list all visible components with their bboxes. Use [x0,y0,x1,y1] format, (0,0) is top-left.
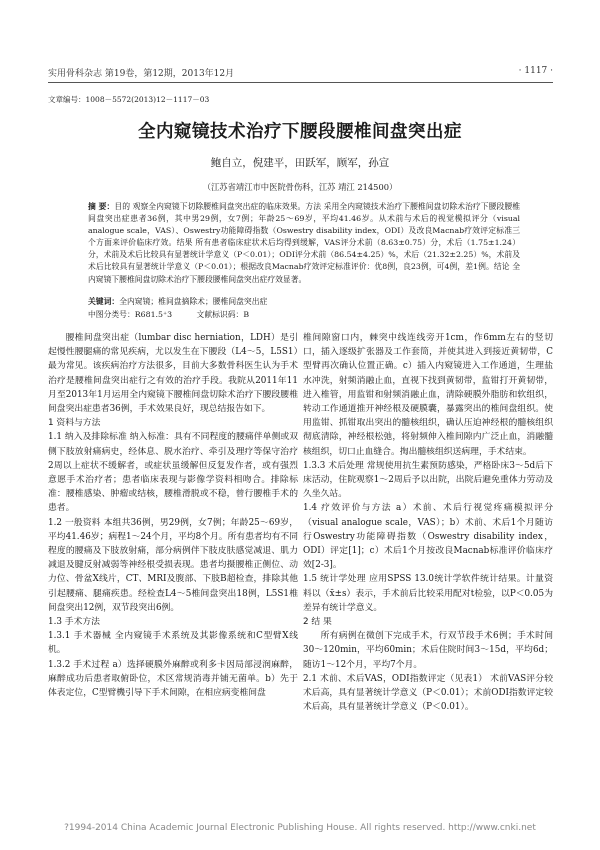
affiliation: （江苏省靖江市中医院骨伤科，江苏 靖江 214500） [202,182,398,192]
body-paragraph: 1.1 纳入及排除标准 纳入标准：具有不同程度的腰痛伴单侧或双侧下肢放射痛病史，经体息、脱水治疗、牵引及理疗等保守治疗2周以上症状不缓解者，或症状虽缓解但反复发作者，或有强烈意愿手术治疗者；患者临床表现与影像学资料相吻合。排除标准：腰椎感染、肿瘤或结核，腰椎滑脱或不稳，曾行腰椎手术的患者。 [48,432,298,514]
document-code: 文献标识码：B [196,310,250,319]
copyright-footer: ?1994-2014 China Academic Journal Electronic Publishing House. All rights reserved. http://www.cnki.net [64,823,536,833]
keywords [88,296,520,308]
keywords-text: 全内窥镜；椎间盘摘除术；腰椎间盘突出症 [119,297,268,306]
article-title: 全内窥镜技术治疗下腰段腰椎间盘突出症 [138,122,462,142]
left-column [48,331,298,700]
body-paragraph: 1.3.2 手术过程 a）选择硬膜外麻醉或利多卡因局部浸润麻醉，麻醉成功后患者取俯卧位，术区常规消毒并铺无菌单。b）先于体表定位，C型臂機引导下手术间隙，在相应病变椎间盘 [48,659,298,699]
abstract [88,201,520,286]
abstract-label: 摘 要： [88,202,115,211]
section-heading: 2 结 果 [303,617,332,628]
clc-number: 中图分类号：R681.5⁺3 [88,310,173,319]
page-number: · 1117 · [518,66,553,76]
article-number: 文章编号：1008－5572(2013)12－1117－03 [48,95,210,104]
body-paragraph: 2.1 术前、术后VAS，ODI指数评定（见表1） 术前VAS评分较术后高，具有显著统计学意义（P＜0.01）；术前ODI指数评定较术后高，具有显著统计学意义（P＜0.01）。 [303,673,553,713]
classification-line [88,309,520,320]
authors: 鲍自立，倪建平，田跃军，顾军，孙宣 [210,157,390,169]
body-paragraph: 1.3.1 手术器械 全内窥镜手术系统及其影像系统和C型臂X线机。 [48,631,298,656]
body-paragraph: 椎间隙窗口内，棘突中线连线旁开1cm，作6mm左右的竖切口，插入逐级扩张器及工作套筒，并使其进入到接近黄韧带，C型臂再次确认位置正确。c）插入内窥镜进入工作通道，生理盐水冲洗，射频消融止血，直视下找到黄韧带，监钳打开黄韧带，进入椎管，用监钳和射频消融止血，清除硬膜外脂肪和软组织，转动工作通道推开神经根及硬膜囊，暴露突出的椎间盘组织。使用监钳、抓钳取出突出的髓核组织，确认压迫神经根的髓核组织彻底清除，神经根松弛，将射频伸入椎间隙内广泛止血，消融髓核组织，切口止血缝合。掏出髓核组织送病理，手术结束。 [303,333,553,457]
journal-info: 实用骨科杂志 第19卷，第12期，2013年12月 [48,69,235,79]
body-paragraph: 所有病例在微创下完成手术，行双节段手术6例；手术时间30～120min，平均60min；术后住院时间3～15d，平均6d；随访1～12个月，平均7个月。 [303,631,553,670]
body-paragraph: 1.5 统计学处理 应用SPSS 13.0统计学软件统计结果。计量资料以（x̄±s）表示，手术前后比较采用配对t检验，以P＜0.05为差异有统计学意义。 [303,574,553,613]
right-column [303,331,553,714]
header-rule [48,82,553,83]
keywords-label: 关键词： [88,297,120,306]
section-heading: 1 资料与方法 [48,418,101,429]
running-header [48,66,553,79]
body-paragraph: 1.2 一般资料 本组共36例，男29例，女7例；年龄25～69岁，平均41.46岁；病程1～24个月，平均8个月。所有患者均有不同程度的腰痛及下肢放射痛，部分病例伴下肢皮肤感觉减退、肌力减退及腱反射减弱等神经根受损表现。患者均摄腰椎正侧位、动力位、骨盆X线片，CT、MRI及腹部、下肢B超检查，排除其他引起腰痛、腿痛疾患。经检查L4～5椎间盘突出18例，L5S1椎间盘突出12例，双节段突出6例。 [48,517,298,613]
body-paragraph: 1.4 疗效评价与方法 a）术前、术后行视觉疼痛模拟评分（visual analogue scale，VAS）；b）术前、术后1个月随访行Oswestry功能障碍指数（Oswestry disability index，ODI）评定[1]；c）术后1个月按改良Macnab标准评价临床疗效[2-3]。 [303,503,553,571]
body-paragraph: 1.3.3 术后处理 常规使用抗生素预防感染，严格卧床3～5d后下床活动，住院观察1～2周后予以出院，出院后避免重体力劳动及久坐久站。 [303,460,553,500]
abstract-text: 目的 观察全内窥镜下切除腰椎间盘突出症的临床效果。方法 采用全内窥镜技术治疗下腰椎间盘切除术治疗下腰段腰椎间盘突出症患者36例，其中男29例，女7例；年龄25～69岁，平均41.46岁。从术前与术后的视觉模拟评分（visual analogue scale，VAS）、Oswestry功能障碍指数（Oswestry disability index，ODI）及改良Macnab疗效评定标准三个方面来评价临床疗效。结果 所有患者临床症状术后均得到缓解，VAS评分术前（8.63±0.75）分，术后（1.75±1.24）分，术前及术后比较具有显著统计学意义（P＜0.01）；ODI评分术前（86.54±4.25）%，术后（21.32±2.25）%，术前及术后比较具有显著统计学意义（P＜0.01）；根据改良Macnab疗效评定标准评价：优8例，良23例，可4例，差1例。结论 全内窥镜下腰椎间盘切除术治疗下腰段腰椎间盘突出症疗效显著。 [88,202,520,284]
intro-paragraph: 腰椎间盘突出症（lumbar disc herniation，LDH）是引起慢性腰腿痛的常见疾病，尤以发生在下腰段（L4～5，L5S1）最为常见。该疾病治疗方法很多，目前大多数骨科医生认为手术治疗是腰椎间盘突出症行之有效的治疗手段。我院从2011年11月至2013年1月运用全内窥镜下腰椎间盘切除术治疗下腰段腰椎间盘突出症患者36例，手术效果良好，现总结报告如下。 [48,333,298,415]
subsection-heading: 1.3 手术方法 [48,617,100,628]
